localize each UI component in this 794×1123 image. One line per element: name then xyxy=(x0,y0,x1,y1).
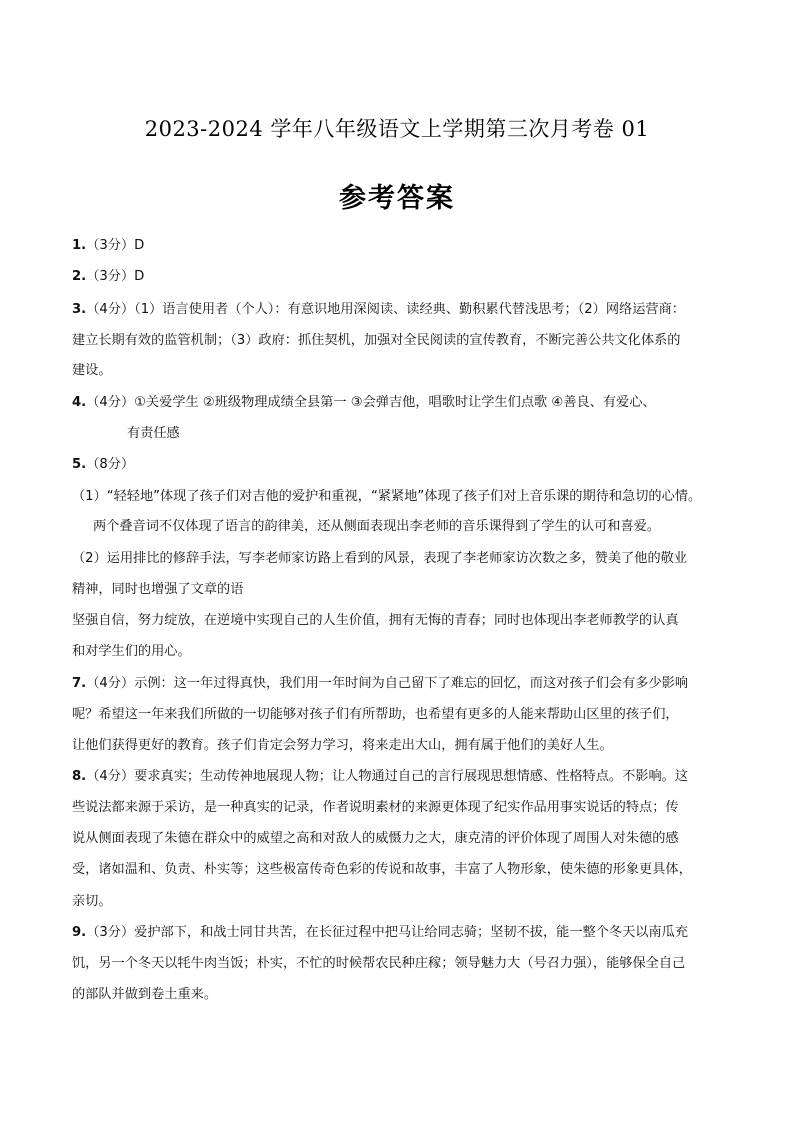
answer-text: 些说法都来源于采访，是一种真实的记录，作者说明素材的来源更体现了纪实作品用事实说话的特点；传 xyxy=(72,800,679,815)
answer-8 xyxy=(72,767,688,787)
answer-9 xyxy=(72,923,688,943)
answer-5 xyxy=(72,455,134,475)
answer-number: 3. xyxy=(72,302,87,317)
answer-text: 有责任感 xyxy=(127,426,180,441)
answer-text: 和对学生们的用心。 xyxy=(72,644,191,659)
answer-text: （2）运用排比的修辞手法，写李老师家访路上看到的风景，表现了李老师家访次数之多，赞美了他的敬业 xyxy=(72,551,688,566)
answer-text: （8分） xyxy=(86,457,135,472)
answer-text: 坚强自信，努力绽放，在逆境中实现自己的人生价值，拥有无悔的青春；同时也体现出李老师教学的认真 xyxy=(72,613,679,628)
answer-text: （1）“轻轻地”体现了孩子们对吉他的爱护和重视，“紧紧地”体现了孩子们对上音乐课的期待和急切的心情。 xyxy=(72,489,702,504)
answer-text: 说从侧面表现了朱德在群众中的威望之高和对敌人的威慑力之大，康克清的评价体现了周围人对朱德的感 xyxy=(72,831,679,846)
answer-text: 受，诸如温和、负责、朴实等；这些极富传奇色彩的传说和故事，丰富了人物形象，使朱德的形象更具体， xyxy=(72,862,692,877)
answer-text: （4分）①关爱学生 ②班级物理成绩全县第一 ③会弹吉他，唱歌时让学生们点歌 ④善良、有爱心、 xyxy=(86,395,656,410)
answer-text: （4分）（1）语言使用者（个人）：有意识地用深阅读、读经典、勤积累代替浅思考；（2）网络运营商： xyxy=(86,302,685,317)
answer-text: 建设。 xyxy=(72,363,112,378)
answer-text: （3分）D xyxy=(86,238,145,253)
answer-text: （4分）示例：这一年过得真快，我们用一年时间为自己留下了难忘的回忆，而这对孩子们会有多少影响 xyxy=(86,676,689,691)
answer-1 xyxy=(72,236,144,256)
page-title: 2023-2024 学年八年级语文上学期第三次月考卷 01 xyxy=(144,117,650,141)
answer-3 xyxy=(72,300,685,320)
answer-text: 让他们获得更好的教育。孩子们肯定会努力学习，将来走出大山，拥有属于他们的美好人生。 xyxy=(72,738,613,753)
answer-number: 2. xyxy=(72,269,87,284)
answer-number: 5. xyxy=(72,457,87,472)
answer-4 xyxy=(72,393,656,413)
answer-text: 饥，另一个冬天以牦牛肉当饭；朴实，不忙的时候帮农民种庄稼；领导魅力大（号召力强），能够保全自己 xyxy=(72,956,686,971)
page-subtitle: 参考答案 xyxy=(339,183,455,214)
answer-text: （3分）D xyxy=(86,269,145,284)
answer-text: 建立长期有效的监管机制；（3）政府：抓住契机，加强对全民阅读的宣传教育，不断完善公共文化体系的 xyxy=(72,333,681,348)
answer-text: （4分）要求真实；生动传神地展现人物；让人物通过自己的言行展现思想情感、性格特点。不影响。这 xyxy=(86,769,689,784)
answer-number: 7. xyxy=(72,676,87,691)
answer-number: 1. xyxy=(72,238,87,253)
answer-number: 9. xyxy=(72,925,87,940)
answer-text: （3分）爱护部下，和战士同甘共苦，在长征过程中把马让给同志骑；坚韧不拔，能一整个冬天以南瓜充 xyxy=(86,925,689,940)
answer-text: 两个叠音词不仅体现了语言的韵律美，还从侧面表现出李老师的音乐课得到了学生的认可和喜爱。 xyxy=(93,519,661,534)
answer-7 xyxy=(72,674,688,694)
answer-number: 4. xyxy=(72,395,87,410)
answer-number: 8. xyxy=(72,769,87,784)
answer-text: 的部队并做到卷土重来。 xyxy=(72,987,218,1002)
answer-2 xyxy=(72,267,144,287)
answer-text: 精神，同时也增强了文章的语 xyxy=(72,582,244,597)
answer-text: 呢？希望这一年来我们所做的一切能够对孩子们有所帮助，也希望有更多的人能来帮助山区里的孩子们， xyxy=(72,707,679,722)
answer-text: 亲切。 xyxy=(72,894,112,909)
